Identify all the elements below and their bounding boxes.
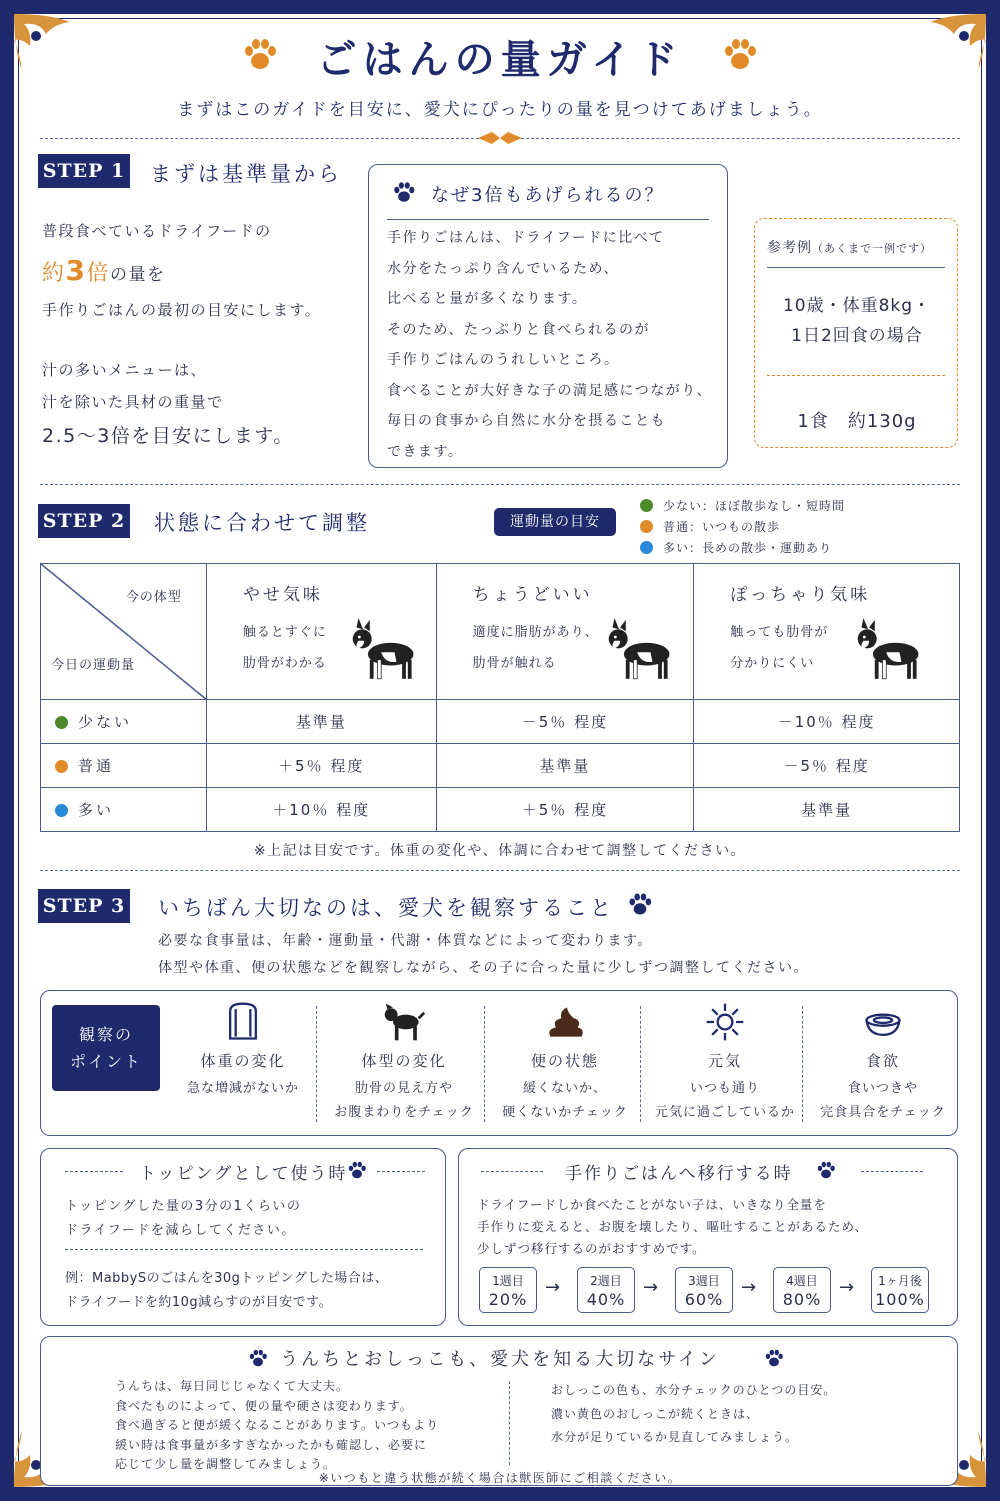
row-dot-icon: [55, 760, 68, 773]
observation-point-desc: いつも通り 元気に過ごしているか: [654, 1081, 795, 1120]
signs-right-line: 濃い黄色のおしっこが続くときは、: [551, 1406, 760, 1421]
example-label: 参考例（あくまで一例です）: [767, 240, 932, 256]
transition-step: [871, 1267, 929, 1313]
legend-text: 普通：いつもの散歩: [663, 520, 781, 534]
step1-line4: 汁の多いメニューは、: [42, 361, 208, 379]
column-desc: 肋骨が触れる: [472, 656, 557, 671]
observation-point-title: 食欲: [865, 1052, 900, 1070]
example-result: 1食 約130g: [797, 411, 917, 432]
why-line: 毎日の食事から自然に水分を摂ることも: [387, 413, 666, 429]
arrow-right-icon: →: [741, 1277, 757, 1298]
column-desc: 触っても肋骨が: [730, 625, 829, 640]
observation-point-desc: 肋骨の見え方や お腹まわりをチェック: [334, 1081, 474, 1120]
observation-point-title: 体型の変化: [361, 1052, 447, 1070]
signs-left-text: [115, 1377, 439, 1475]
transition-percent: 20%: [488, 1290, 528, 1309]
legend-item: [640, 496, 845, 517]
dash-ornament: [861, 1171, 923, 1172]
signs-left-line: 緩い時は食事量が多すぎなかったかも確認し、必要に: [115, 1437, 428, 1452]
example-rule: [767, 267, 945, 268]
observation-point-title: 便の状態: [530, 1052, 599, 1070]
signs-left-line: 食べたものによって、便の量や硬さは変わります。: [115, 1398, 413, 1413]
paw-icon: [346, 1159, 368, 1181]
paw-icon: [718, 34, 762, 74]
transition-box: [458, 1148, 958, 1326]
why-title-rule: [387, 219, 709, 220]
table-cell: ＋5％ 程度: [206, 744, 436, 788]
step3-badge: STEP 3: [38, 889, 130, 923]
topping-line2: ドライフードを減らしてください。: [65, 1223, 296, 1238]
why-line: 手作りごはんのうれしいところ。: [387, 352, 620, 368]
signs-right-line: 水分が足りているか見直してみましょう。: [551, 1430, 799, 1444]
observation-divider: [316, 1006, 317, 1122]
dog-icon: [347, 618, 423, 685]
why-line: 食べることが大好きな子の満足感につながり、: [387, 382, 713, 399]
transition-week: 3週目: [688, 1274, 720, 1288]
table-cell: ＋5％ 程度: [436, 788, 694, 832]
table-cell: ＋10％ 程度: [206, 788, 436, 832]
sun-icon: [703, 1000, 747, 1044]
column-name: ちょうどいい: [472, 585, 593, 605]
observation-point-title: 元気: [707, 1052, 742, 1070]
column-header: [206, 564, 436, 700]
topping-example-2: ドライフードを約10g減らすのが目安です。: [65, 1295, 333, 1310]
topping-box: [40, 1148, 446, 1326]
activity-guide-chip: 運動量の目安: [494, 508, 616, 536]
topping-line1: トッピングした量の3分の1くらいの: [65, 1199, 302, 1214]
why-box: [368, 164, 728, 468]
signs-divider: [509, 1381, 510, 1465]
transition-week: 2週目: [590, 1274, 622, 1288]
signs-left-line: 応じて少し量を調整してみましょう。: [115, 1457, 337, 1471]
activity-legend: [640, 496, 845, 559]
paw-icon: [763, 1347, 785, 1369]
column-desc: 触るとすぐに: [242, 625, 327, 640]
observation-point-desc: 緩くないか、 硬くないかチェック: [502, 1081, 628, 1120]
step1-badge: STEP 1: [38, 154, 130, 188]
transition-week: 1週目: [492, 1274, 524, 1288]
bowl-icon: [861, 1000, 905, 1044]
paw-icon: [626, 890, 654, 918]
legend-item: [640, 517, 845, 538]
topping-example-1: 例：MabbySのごはんを30gトッピングした場合は、: [65, 1271, 389, 1286]
diagonal-line: [41, 564, 207, 700]
page-subtitle: まずはこのガイドを目安に、愛犬にぴったりの量を見つけてあげましょう。: [177, 100, 823, 120]
column-name: ぽっちゃり気味: [730, 585, 871, 605]
dog-icon: [603, 618, 679, 685]
legend-dot-icon: [640, 520, 653, 533]
signs-right-text: [551, 1379, 836, 1450]
row-label-cell: [41, 700, 207, 744]
step3-line2: 体型や体重、便の状態などを観察しながら、その子に合った量に少しずつ調整してください。: [158, 960, 809, 976]
row-label-cell: [41, 788, 207, 832]
step1-title: まずは基準量から: [150, 162, 342, 186]
dash-ornament: [481, 1171, 543, 1172]
poop-icon: [543, 1000, 587, 1044]
why-title: なぜ3倍もあげられるの？: [431, 185, 665, 206]
signs-left-line: うんちは、毎日同じじゃなくて大丈夫。: [115, 1379, 350, 1393]
why-body: [387, 223, 712, 467]
observation-point-desc: 食いつきや 完食具合をチェック: [820, 1081, 946, 1120]
transition-step: [479, 1267, 537, 1313]
signs-right-line: おしっこの色も、水分チェックのひとつの目安。: [551, 1383, 837, 1397]
step1-line6: 2.5〜3倍を目安にします。: [42, 425, 294, 447]
arrow-right-icon: →: [643, 1277, 659, 1298]
table-cell: －5％ 程度: [694, 744, 960, 788]
row-label: 普通: [78, 757, 115, 775]
table-row: [41, 788, 960, 832]
transition-percent: 40%: [586, 1290, 626, 1309]
column-desc: 肋骨がわかる: [242, 656, 327, 671]
paw-icon: [815, 1159, 837, 1181]
dash-ornament: [65, 1171, 123, 1172]
topping-title: トッピングとして使う時: [139, 1164, 348, 1184]
corner-label-top: 今の体型: [125, 590, 182, 605]
dog-icon: [852, 618, 928, 685]
arrow-right-icon: →: [545, 1277, 561, 1298]
table-cell: －5％ 程度: [436, 700, 694, 744]
transition-line3: 少しずつ移行するのがおすすめです。: [477, 1241, 706, 1256]
observation-point-title: 体重の変化: [200, 1052, 286, 1070]
column-header-content: [730, 580, 870, 671]
row-dot-icon: [55, 804, 68, 817]
transition-title: 手作りごはんへ移行する時: [565, 1164, 793, 1184]
column-desc: 適度に脂肪があり、: [472, 625, 599, 640]
step1-line5: 汁を除いた具材の重量で: [42, 393, 224, 411]
table-cell: 基準量: [694, 788, 960, 832]
transition-step: [577, 1267, 635, 1313]
why-line: そのため、たっぷりと食べられるのが: [387, 321, 650, 338]
column-header: [694, 564, 960, 700]
observation-point: [322, 1000, 486, 1125]
legend-text: 多い：長めの散歩・運動あり: [663, 541, 833, 555]
step3-title: いちばん大切なのは、愛犬を観察すること: [158, 896, 614, 920]
observation-point: [168, 1000, 318, 1101]
ornament-diamond-icon: [478, 130, 522, 146]
dash-ornament: [377, 1171, 425, 1172]
transition-step: [773, 1267, 831, 1313]
transition-percent: 80%: [782, 1290, 822, 1309]
observation-divider: [640, 1006, 641, 1122]
table-cell: 基準量: [206, 700, 436, 744]
corner-label-bottom: 今日の運動量: [51, 658, 136, 673]
signs-box: [40, 1336, 958, 1486]
step3-line1: 必要な食事量は、年齢・運動量・代謝・体質などによって変わります。: [158, 933, 653, 949]
column-desc: 分かりにくい: [730, 656, 815, 671]
observation-label: 観察の ポイント: [52, 1005, 160, 1091]
table-corner-cell: [41, 564, 207, 700]
why-line: できます。: [387, 443, 464, 460]
divider: [40, 870, 960, 871]
step2-title: 状態に合わせて調整: [154, 511, 370, 535]
transition-week: 1ヶ月後: [878, 1274, 922, 1288]
dash-rule: [65, 1249, 423, 1250]
signs-footnote: ※いつもと違う状態が続く場合は獣医師にご相談ください。: [318, 1471, 682, 1485]
transition-step: [675, 1267, 733, 1313]
transition-line2: 手作りに変えると、お腹を壊したり、嘔吐することがあるため、: [477, 1219, 869, 1234]
column-name: やせ気味: [242, 585, 323, 605]
example-condition-1: 10歳・体重8kg・: [782, 296, 932, 316]
why-line: 比べると量が多くなります。: [387, 291, 588, 307]
table-cell: －10％ 程度: [694, 700, 960, 744]
column-header: [436, 564, 694, 700]
example-condition-2: 1日2回食の場合: [791, 326, 923, 346]
row-dot-icon: [55, 716, 68, 729]
transition-week: 4週目: [786, 1274, 818, 1288]
table-cell: 基準量: [436, 744, 694, 788]
observation-divider: [484, 1006, 485, 1122]
signs-left-line: 食べ過ぎると便が緩くなることがあります。いつもより: [115, 1418, 440, 1432]
step2-badge: STEP 2: [38, 504, 130, 538]
row-label-cell: [41, 744, 207, 788]
page-title: ごはんの量ガイド: [316, 36, 684, 83]
legend-item: [640, 538, 845, 559]
arrow-right-icon: →: [839, 1277, 855, 1298]
row-label: 少ない: [78, 713, 133, 731]
observation-divider: [802, 1006, 803, 1122]
transition-percent: 100%: [875, 1290, 925, 1309]
paw-icon: [391, 179, 417, 205]
row-label: 多い: [78, 801, 115, 819]
divider: [40, 484, 960, 485]
dog-icon: [382, 1000, 426, 1044]
step1-line3: 手作りごはんの最初の目安にします。: [42, 301, 322, 319]
example-box: [754, 218, 958, 448]
example-dash-rule: [767, 375, 945, 376]
adjustment-table: [40, 563, 960, 832]
legend-dot-icon: [640, 499, 653, 512]
column-header-content: [473, 580, 599, 671]
transition-line1: ドライフードしか食べたことがない子は、いきなり全量を: [477, 1197, 827, 1212]
observation-point: [646, 1000, 804, 1125]
table-row: [41, 744, 960, 788]
scale-icon: [221, 1000, 265, 1044]
step1-line1: 普段食べているドライフードの: [42, 222, 272, 240]
step1-line2: 約3倍の量を: [42, 254, 166, 287]
signs-title: うんちとおしっこも、愛犬を知る大切なサイン: [280, 1349, 720, 1370]
observation-point: [490, 1000, 640, 1125]
legend-text: 少ない：ほぼ散歩なし・短時間: [663, 499, 846, 513]
legend-dot-icon: [640, 541, 653, 554]
observation-point-desc: 急な増減がないか: [186, 1081, 299, 1096]
transition-percent: 60%: [684, 1290, 724, 1309]
why-line: 手作りごはんは、ドライフードに比べて: [387, 230, 665, 246]
why-line: 水分をたっぷり含んでいるため、: [387, 260, 619, 277]
table-footnote: ※上記は目安です。体重の変化や、体調に合わせて調整してください。: [253, 843, 747, 859]
observation-point: [808, 1000, 958, 1125]
table-row: [41, 700, 960, 744]
column-header-content: [243, 580, 327, 671]
